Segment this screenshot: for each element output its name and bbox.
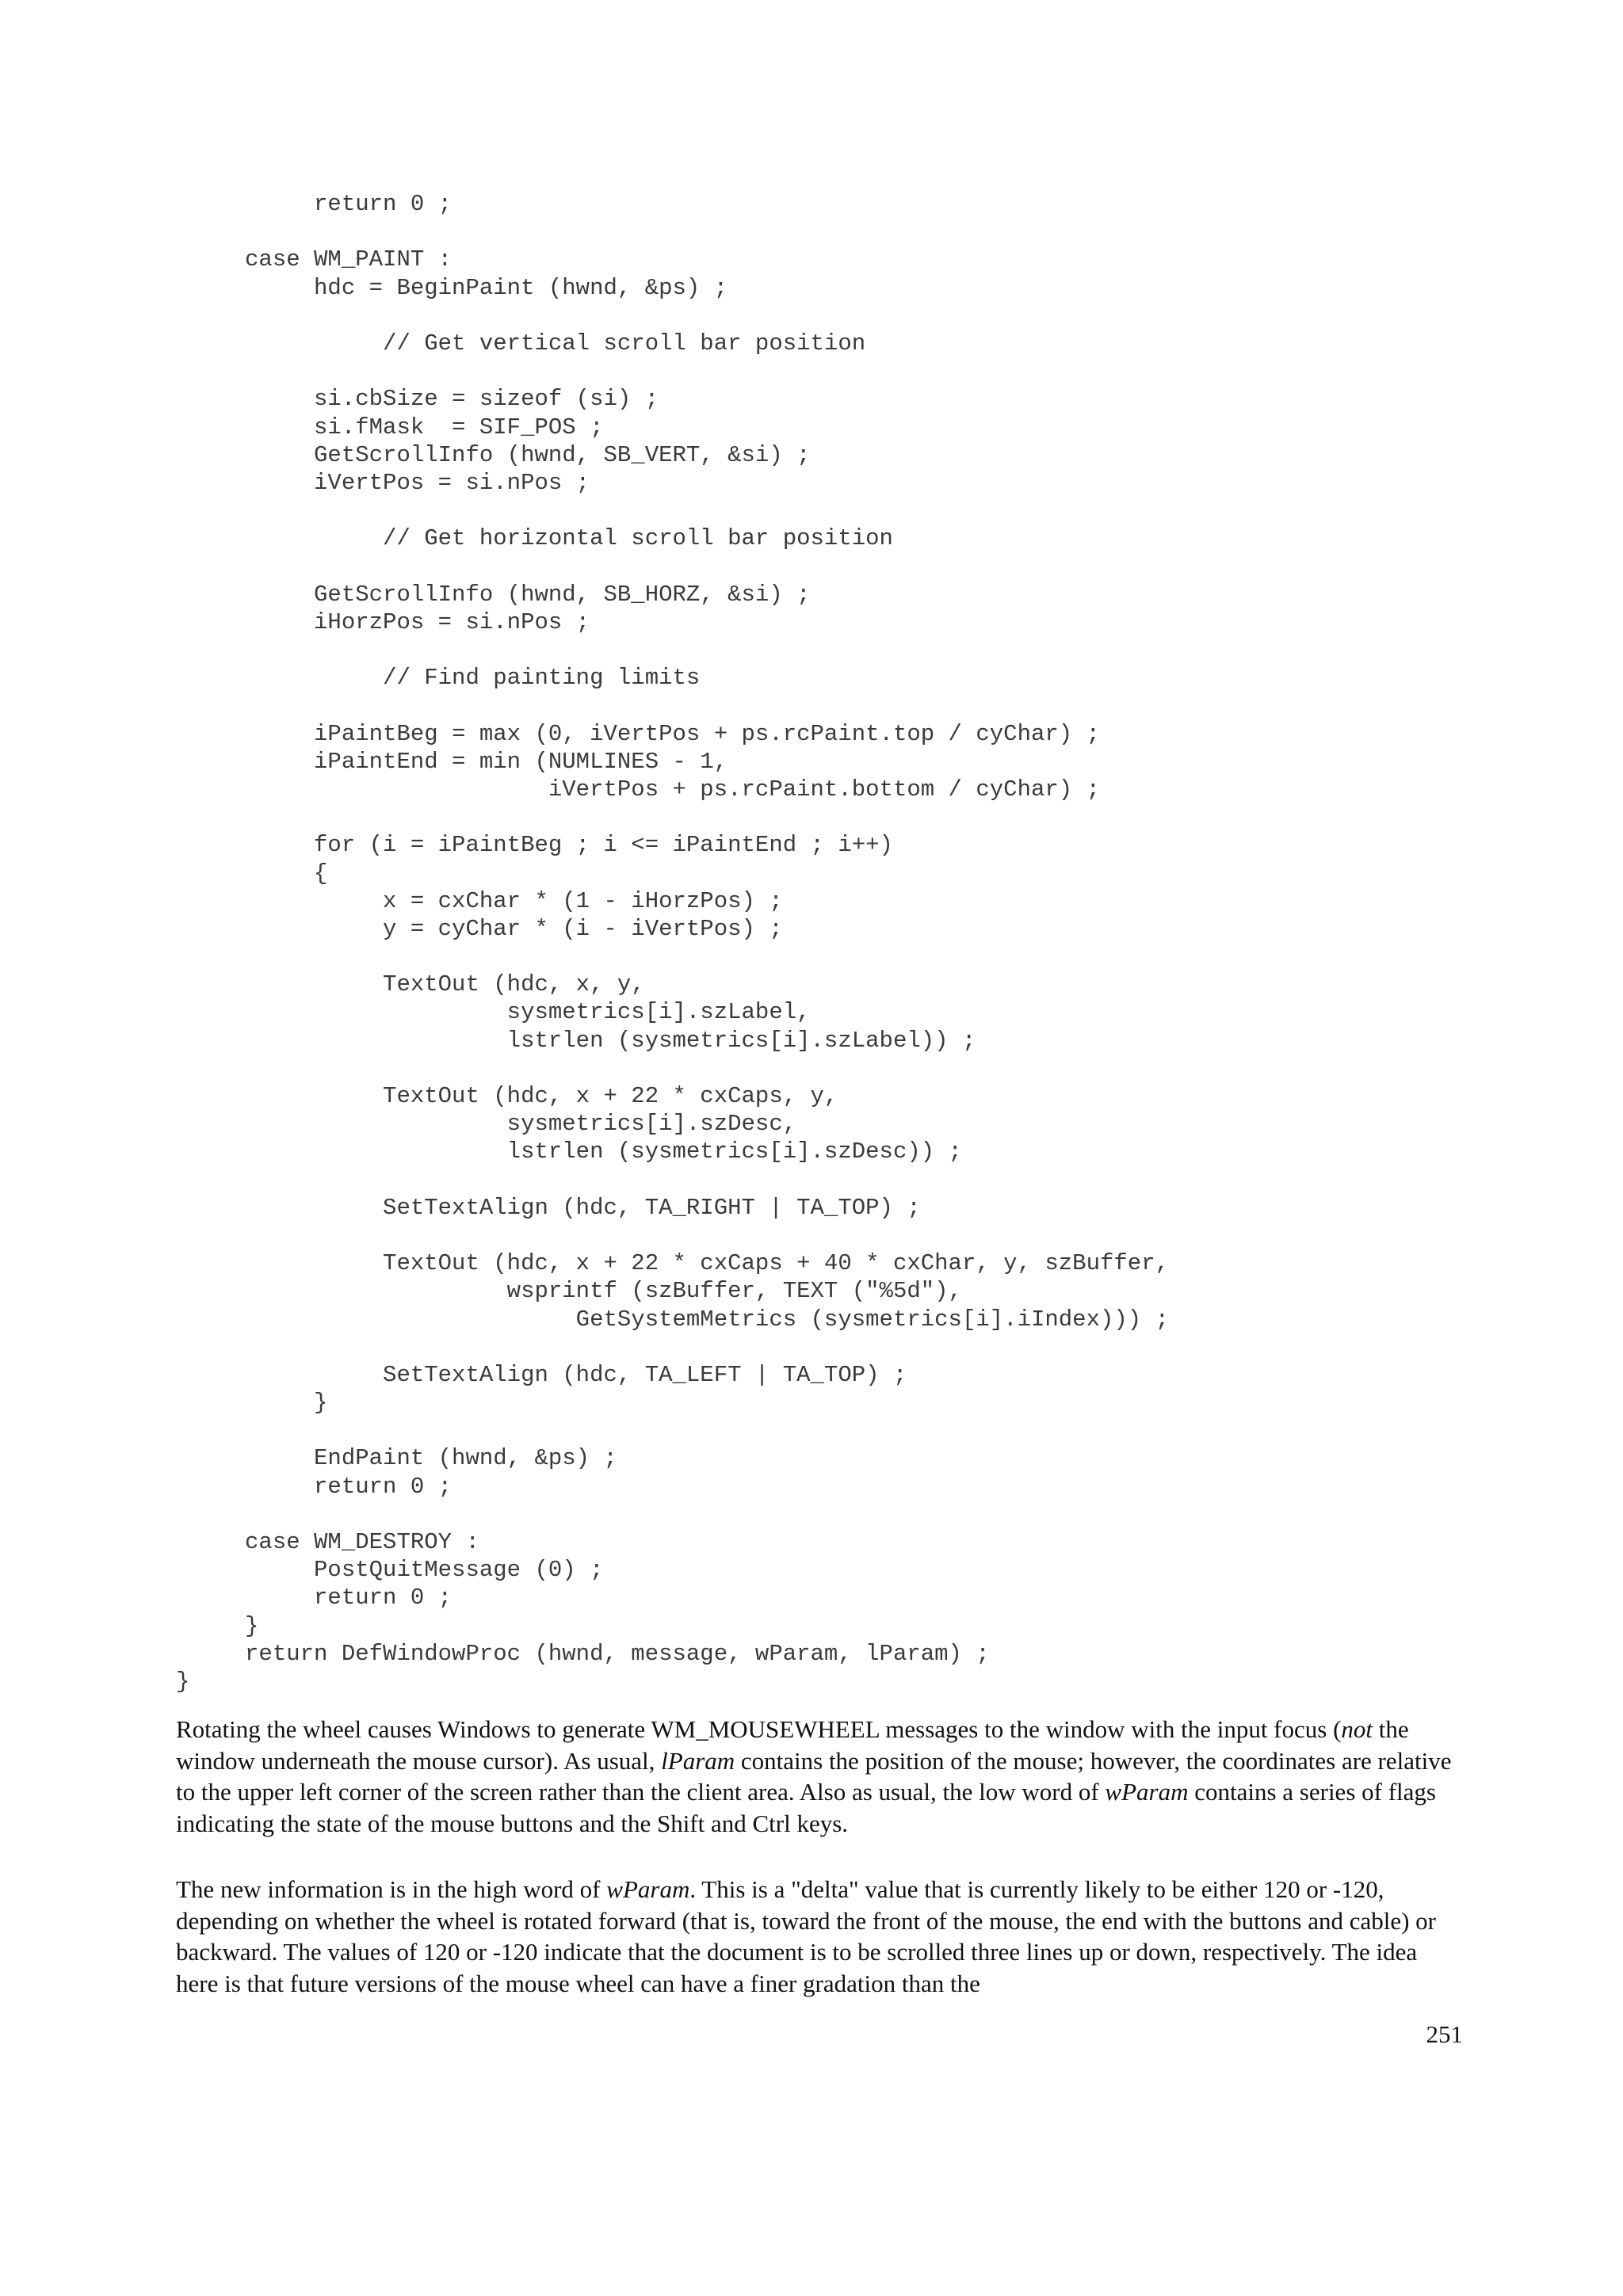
- text-run: Rotating the wheel causes Windows to generate WM_MOUSEWHEEL messages to the window with the input focus (: [176, 1715, 1342, 1743]
- code-line: wsprintf (szBuffer, TEXT ("%5d"),: [176, 1278, 962, 1305]
- code-line: GetSystemMetrics (sysmetrics[i].iIndex))) ;: [176, 1306, 1170, 1333]
- text-run: The new information is in the high word of: [176, 1875, 607, 1903]
- code-line: [176, 636, 1169, 664]
- emphasis-not: not: [1341, 1715, 1373, 1743]
- code-line: return DefWindowProc (hwnd, message, wParam, lParam) ;: [176, 1640, 990, 1667]
- code-line: [176, 497, 1169, 524]
- code-listing: [176, 190, 1169, 1695]
- code-line: [176, 302, 1169, 330]
- code-line: SetTextAlign (hdc, TA_LEFT | TA_TOP) ;: [176, 1361, 907, 1388]
- code-line: iVertPos = si.nPos ;: [176, 469, 590, 496]
- code-line: // Get vertical scroll bar position: [176, 330, 866, 357]
- code-line: [176, 803, 1169, 831]
- code-line: [176, 1055, 1169, 1082]
- text-run: . This is a "delta" value that is currently likely to be either 120 or -120, depending on whether the wheel is rotated forward (that is, toward the front of the mouse, the end with the buttons and cable) or backward. The values of 120 or -120 indicate that the document is to be scrolled three lines up or down, respectively. The idea here is that future versions of the mouse wheel can have a finer gradation than the: [176, 1875, 1437, 1997]
- code-line: hdc = BeginPaint (hwnd, &ps) ;: [176, 274, 728, 301]
- paragraph-wheel-messages: [176, 1714, 1460, 1839]
- text-run: contains a series of flags indicating the state of the mouse buttons and the Shift and Ctrl keys.: [176, 1778, 1436, 1837]
- paragraph-delta-value: [176, 1874, 1460, 1999]
- code-line: [176, 1222, 1169, 1249]
- code-line: [176, 692, 1169, 719]
- emphasis-lparam: lParam: [661, 1746, 735, 1775]
- code-line: case WM_PAINT :: [176, 246, 453, 273]
- code-line: SetTextAlign (hdc, TA_RIGHT | TA_TOP) ;: [176, 1194, 921, 1221]
- code-line: }: [176, 1612, 259, 1639]
- code-line: [176, 1166, 1169, 1194]
- code-line: [176, 1417, 1169, 1444]
- code-line: [176, 218, 1169, 246]
- code-line: return 0 ;: [176, 1585, 453, 1611]
- code-line: [176, 1333, 1169, 1361]
- code-line: return 0 ;: [176, 1473, 453, 1500]
- code-line: x = cxChar * (1 - iHorzPos) ;: [176, 887, 783, 914]
- code-line: GetScrollInfo (hwnd, SB_HORZ, &si) ;: [176, 581, 811, 608]
- code-line: }: [176, 1390, 328, 1417]
- code-line: si.cbSize = sizeof (si) ;: [176, 386, 659, 413]
- code-line: iPaintEnd = min (NUMLINES - 1,: [176, 748, 728, 775]
- code-line: {: [176, 860, 328, 887]
- text-run: contains the position of the mouse; however, the coordinates are relative to the upper left corner of the screen rather than the client area. Also as usual, the low word of: [176, 1746, 1452, 1806]
- code-line: [176, 1501, 1169, 1528]
- code-line: sysmetrics[i].szDesc,: [176, 1111, 797, 1138]
- code-line: lstrlen (sysmetrics[i].szDesc)) ;: [176, 1138, 962, 1165]
- emphasis-wparam: wParam: [1105, 1778, 1189, 1806]
- code-line: case WM_DESTROY :: [176, 1529, 479, 1555]
- code-line: TextOut (hdc, x + 22 * cxCaps, y,: [176, 1083, 838, 1109]
- code-line: TextOut (hdc, x + 22 * cxCaps + 40 * cxChar, y, szBuffer,: [176, 1250, 1170, 1277]
- page-number: 251: [1426, 2020, 1463, 2048]
- code-line: // Find painting limits: [176, 665, 701, 692]
- emphasis-wparam: wParam: [606, 1875, 690, 1903]
- text-run: the window underneath the mouse cursor). As usual,: [176, 1715, 1409, 1775]
- code-line: [176, 943, 1169, 971]
- code-line: iHorzPos = si.nPos ;: [176, 608, 590, 635]
- code-line: lstrlen (sysmetrics[i].szLabel)) ;: [176, 1027, 976, 1054]
- code-line: [176, 357, 1169, 385]
- code-line: EndPaint (hwnd, &ps) ;: [176, 1445, 617, 1472]
- code-line: sysmetrics[i].szLabel,: [176, 999, 811, 1026]
- code-line: return 0 ;: [176, 191, 453, 217]
- code-line: for (i = iPaintBeg ; i <= iPaintEnd ; i++): [176, 832, 893, 859]
- code-line: }: [176, 1668, 190, 1695]
- code-line: GetScrollInfo (hwnd, SB_VERT, &si) ;: [176, 441, 811, 468]
- code-line: iVertPos + ps.rcPaint.bottom / cyChar) ;: [176, 776, 1100, 803]
- code-line: TextOut (hdc, x, y,: [176, 971, 645, 998]
- code-line: y = cyChar * (i - iVertPos) ;: [176, 915, 783, 942]
- code-line: // Get horizontal scroll bar position: [176, 525, 893, 552]
- code-line: PostQuitMessage (0) ;: [176, 1557, 604, 1584]
- code-line: iPaintBeg = max (0, iVertPos + ps.rcPaint.top / cyChar) ;: [176, 720, 1100, 747]
- code-line: si.fMask = SIF_POS ;: [176, 414, 604, 441]
- code-line: [176, 552, 1169, 580]
